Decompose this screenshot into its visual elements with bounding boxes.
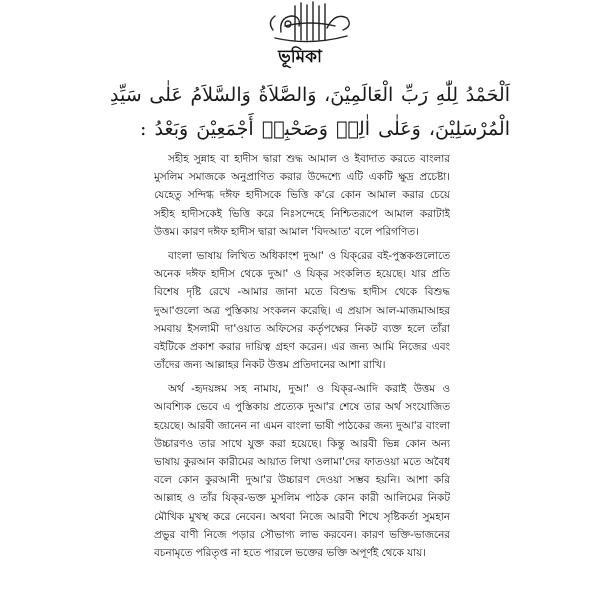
text-line: অনেক দঈফ হাদীস থেকে দুআ' ও যিক্‌র সংকলিত হয়েছে। যার প্রতি — [154, 268, 450, 281]
bismillah-calligraphy — [255, 0, 365, 44]
arabic-invocation-line: اَلْحَمْدُ لِلّٰهِ رَبِّ الْعَالَمِيْنَ، وَالصَّلاَةُ وَالسَّلاَمُ عَلٰى سَيِّدِ — [110, 84, 510, 106]
page-title: ভূমিকা — [278, 47, 322, 67]
text-line: আবশ্যিক ভেবে এ পুস্তিকায় প্রত্যেক দুআ'র শেষে তার অর্থ সংযোজিত — [154, 401, 450, 414]
text-line: অর্থ -হৃদয়ঙ্গম সহ নামায, দুআ' ও যিক্‌র-আদি করাই উত্তম ও — [168, 383, 450, 396]
text-line: বইটিকে প্রকাশ করার দায়িত্ব গ্রহণ করেন। এর জন্য আমি নিজের এবং — [154, 340, 450, 353]
text-line: বিশেষ দৃষ্টি রেখে -আমার জানা মতে বিশুদ্ধ হাদীস থেকে বিশুদ্ধ — [154, 286, 450, 299]
text-line: হয়েছে। আরবী জানেন না এমন বাংলা ভাষী পাঠকের জন্য দুআ'র বাংলা — [154, 419, 450, 432]
text-line: বাংলা ভাষায় লিখিত অধিকাংশ দুআ' ও যিক্‌রের বই-পুস্তকগুলোতে — [168, 249, 450, 262]
text-line: আল্লাহ ও তাঁর যিক্‌র-ভক্ত মুসলিম পাঠক কোন কারী আলিমের নিকট — [154, 492, 450, 505]
paragraph — [154, 380, 450, 562]
arabic-invocation-line: الْمُرْسَلِيْنَ، وَعَلٰى اٰلِهٖ وَصَحْبِهٖ أَجْمَعِيْنَ وَبَعْدُ : — [140, 118, 510, 140]
text-line: সহীহ সুন্নাহ বা হাদীস দ্বারা শুদ্ধ আমাল ও ইবাদাত করতে বাংলার — [168, 153, 450, 165]
text-line: যেহেতু সন্দিগ্ধ দঈফ হাদীসকে ভিত্তি ক'রে কোন আমাল করার চেয়ে — [154, 189, 450, 202]
text-line: সহীহ হাদীসকেই ভিত্তি করে নিঃসন্দেহে নিশ্চিতরূপে আমাল করাটাই — [154, 207, 450, 220]
text-line: বলে কোন কুরআনী দুআ'র উচ্চারণ দেওয়া সম্ভব হয়নি। আশা করি — [154, 474, 450, 487]
text-line: মৌখিক মুখস্থ করে নেবেন। অথবা নিজে আরবী শিখে সৃষ্টিকর্তা সুমহান — [154, 510, 450, 523]
text-line: উত্তম। কারণ দঈফ হাদীস দ্বারা আমাল 'বিদআত' বলে পরিগণিত। — [154, 225, 419, 238]
paragraph — [154, 247, 450, 374]
paragraph — [154, 150, 450, 241]
text-line: উচ্চারণও তার সাথে যুক্ত করা হয়েছে। কিন্তু আরবী ভিন্ন কোন অন্য — [154, 437, 450, 450]
text-line: সমবায় ইসলামী দা'ওয়াত অফিসের কর্তৃপক্ষের নিকট ব্যক্ত হলে তাঁরা — [154, 322, 450, 335]
body-text — [154, 150, 450, 568]
text-line: প্রভুর বাণী নিজে পড়ার সৌভাগ্য লাভ করবেন। কারণ ভক্তি-ভাজনের — [154, 528, 450, 541]
text-line: তাঁদের জন্য আল্লাহর নিকট উত্তম প্রতিদানের আশা রাখি। — [154, 359, 386, 372]
text-line: মুসলিম সমাজকে অনুপ্রাণিত করার উদ্দেশ্যে এটি একটি ক্ষুদ্র প্রচেষ্টা। — [154, 171, 450, 184]
text-line: ভাষায় কুরআন কারীমের আয়াত লিখা ওলামা'দের ফাতওয়া মতে অবৈধ — [154, 456, 450, 468]
text-line: দুআ'গুলো অত্র পুস্তিকায় সংকলন করেছি। এ প্রয়াস আল-মাজমাআহর — [154, 304, 450, 317]
text-line: বচনামৃতে পরিতৃপ্ত না হতে পারলে ভক্তের ভক্তি অপূর্ণই থেকে যায়। — [154, 546, 426, 559]
